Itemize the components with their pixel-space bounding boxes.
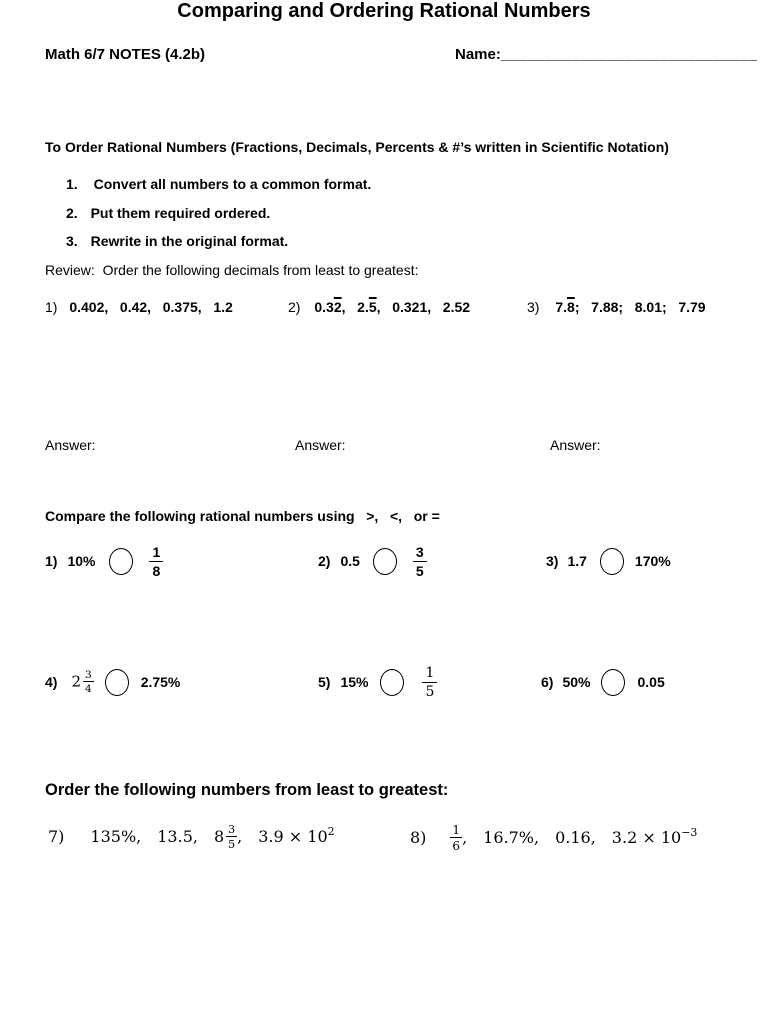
order-problem-7-scientific: $3.9 \times 10^2$ (258, 824, 335, 846)
step-3-text: Rewrite in the original format. (90, 233, 289, 249)
compare-problem-2 (318, 535, 427, 587)
review-problem-2 (288, 299, 470, 315)
repeating-digit: 5 (368, 299, 377, 315)
step-3-number: 3. (66, 233, 78, 249)
step-1 (66, 176, 371, 192)
compare-heading: Compare the following rational numbers using >, <, or = (45, 508, 440, 524)
intro-heading: To Order Rational Numbers (Fractions, Decimals, Percents & #’s written in Scientific Notation) (45, 139, 669, 155)
step-3 (66, 233, 288, 249)
step-2 (66, 205, 270, 221)
order-problem-8-item2: 16.7%, (483, 827, 540, 847)
comparison-circle-3[interactable] (600, 548, 624, 575)
compare-problem-1 (45, 535, 163, 587)
order-heading: Order the following numbers from least to greatest: (45, 781, 449, 799)
order-problem-8-fraction: $\frac{1}{6}$ (452, 823, 461, 853)
compare-problem-2-label: 2) (318, 553, 331, 569)
name-label: Name: (455, 46, 501, 63)
answer-label-1: Answer: (45, 437, 96, 453)
order-problem-7-item1: 135%, (90, 826, 142, 846)
compare-problem-5 (318, 656, 437, 708)
review-prompt: Review: Order the following decimals from least to greatest: (45, 262, 419, 278)
review-problem-1-label: 1) (45, 299, 58, 315)
compare-problem-3-label: 3) (546, 553, 559, 569)
step-1-text: Convert all numbers to a common format. (93, 176, 372, 192)
course-label: Math 6/7 NOTES (4.2b) (45, 46, 206, 63)
compare-problem-1-right-fraction: $\frac{1}{8}$ (149, 545, 163, 578)
compare-problem-1-left: 10% (67, 553, 96, 569)
review-problem-3-values: 7.8; 7.88; 8.01; 7.79 (555, 299, 706, 315)
order-problem-7 (48, 824, 335, 850)
step-1-number: 1. (66, 176, 78, 192)
compare-problem-5-label: 5) (318, 674, 331, 690)
order-problem-8-scientific: $3.2 \times 10^{-3}$ (611, 825, 698, 847)
compare-problem-4-right: 2.75% (140, 674, 181, 690)
order-problem-7-mixed-comma: , (237, 826, 243, 846)
step-2-number: 2. (66, 205, 78, 221)
order-problem-7-item2: 13.5, (157, 826, 198, 846)
order-problem-8 (410, 824, 697, 852)
comparison-circle-1[interactable] (109, 548, 133, 575)
step-2-text: Put them required ordered. (90, 205, 271, 221)
compare-problem-3-right: 170% (634, 553, 671, 569)
compare-problem-2-left: 0.5 (340, 553, 360, 569)
compare-problem-3 (546, 535, 671, 587)
comparison-circle-6[interactable] (601, 669, 625, 696)
review-problem-3-label: 3) (527, 299, 540, 315)
order-problem-8-fraction-comma: , (462, 827, 468, 847)
compare-problem-5-left: 15% (340, 674, 369, 690)
name-block (455, 46, 757, 63)
review-problem-1-values: 0.402, 0.42, 0.375, 1.2 (69, 299, 233, 315)
order-problem-8-item3: 0.16, (555, 827, 596, 847)
compare-problem-6-label: 6) (541, 674, 554, 690)
review-problem-1 (45, 299, 233, 315)
order-problem-7-label: 7) (48, 826, 65, 846)
compare-problem-2-right-fraction: $\frac{3}{5}$ (413, 545, 427, 578)
compare-problem-1-label: 1) (45, 553, 58, 569)
answer-label-3: Answer: (550, 437, 601, 453)
page-title: Comparing and Ordering Rational Numbers (177, 0, 591, 22)
comparison-circle-2[interactable] (373, 548, 397, 575)
compare-problem-3-left: 1.7 (567, 553, 587, 569)
comparison-circle-5[interactable] (380, 669, 404, 696)
review-problem-3 (527, 299, 706, 315)
compare-problem-6-right: 0.05 (637, 674, 665, 690)
repeating-digit: 2 (333, 299, 342, 315)
order-problem-7-mixed: 8 $\frac{3}{5}$ (213, 823, 236, 851)
compare-problem-4-label: 4) (45, 674, 58, 690)
review-problem-2-values: 0.32, 2.5, 0.321, 2.52 (314, 299, 471, 315)
compare-problem-5-right-fraction: $\frac{1}{5}$ (422, 666, 437, 699)
compare-problem-4 (45, 656, 180, 708)
answer-label-2: Answer: (295, 437, 346, 453)
review-problem-2-label: 2) (288, 299, 301, 315)
compare-problem-4-left-mixed: 2 $\frac{3}{4}$ (71, 668, 92, 695)
comparison-circle-4[interactable] (105, 669, 129, 696)
compare-problem-6-left: 50% (562, 674, 591, 690)
name-blank-line[interactable]: _____________________________ (500, 46, 758, 63)
repeating-digit: 8 (567, 299, 575, 315)
compare-problem-6 (541, 656, 665, 708)
order-problem-8-label: 8) (410, 827, 427, 847)
